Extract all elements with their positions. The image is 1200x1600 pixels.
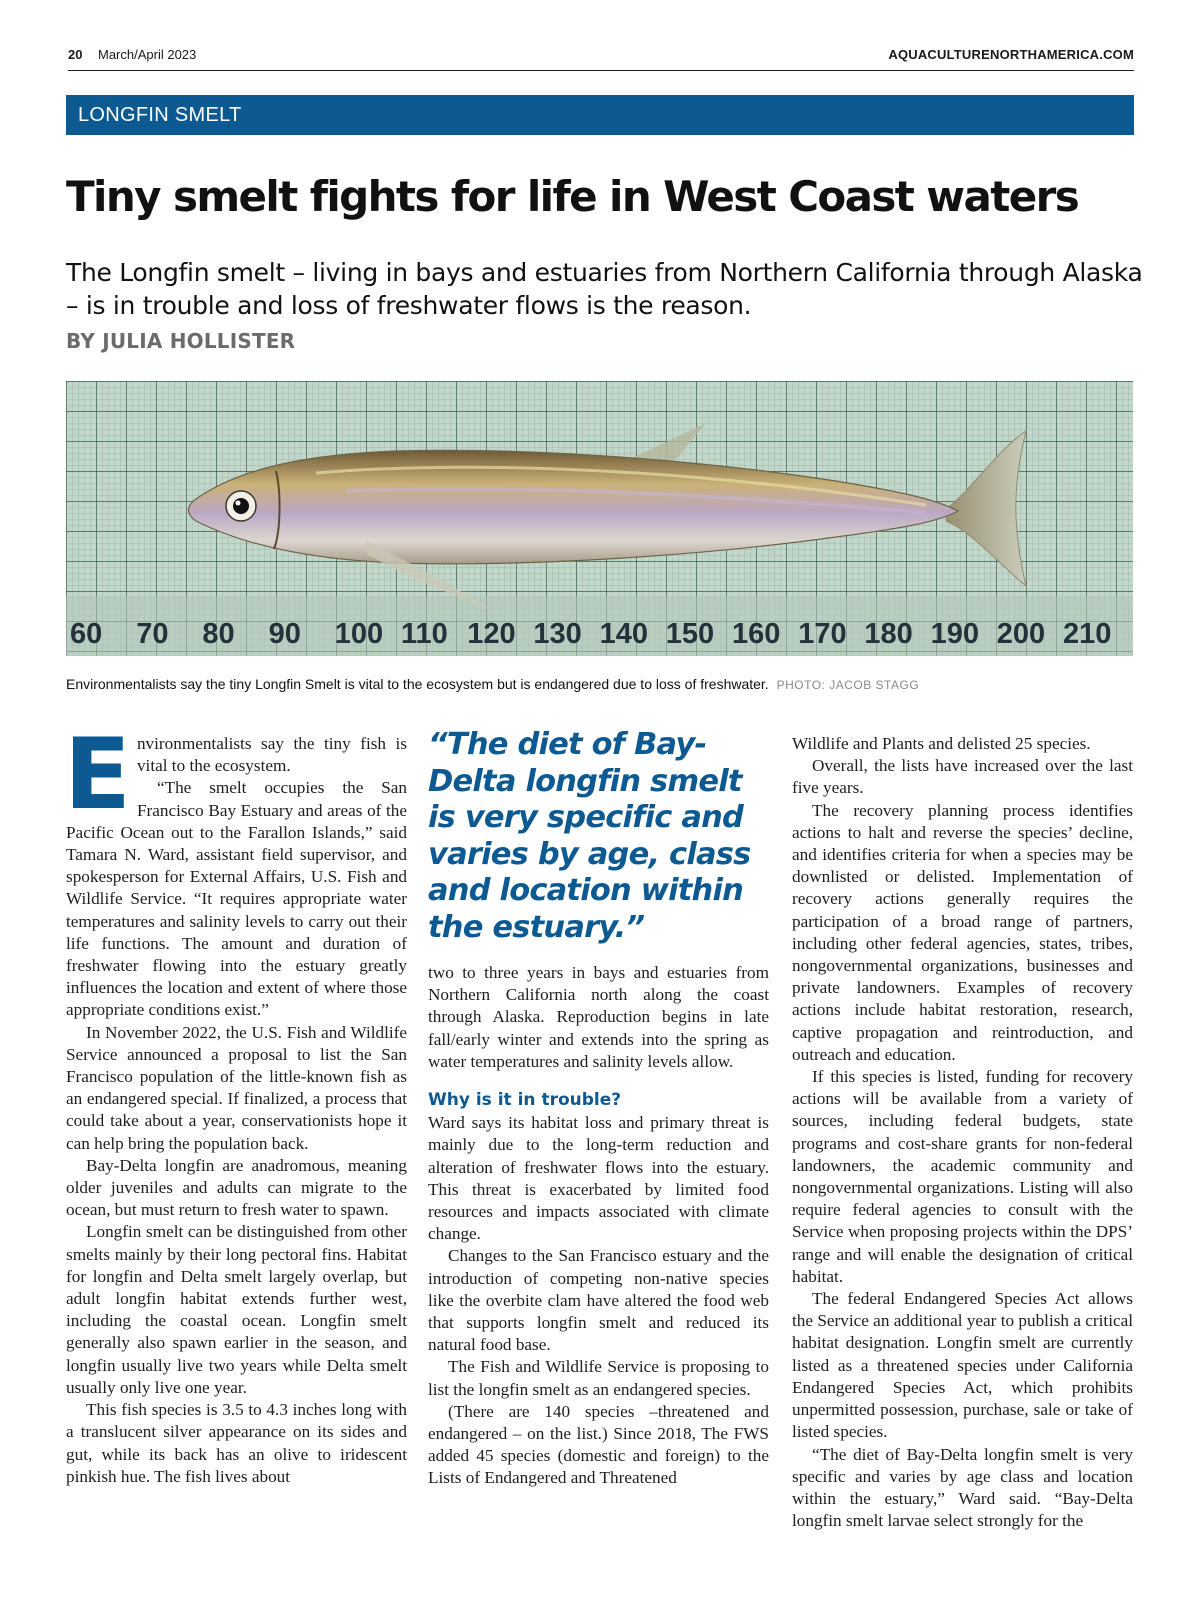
ruler-number: 150 [665, 618, 715, 650]
paragraph: Bay-Delta longfin are anadromous, meaning older juveniles and adults can migrate to the ocean, but must return to fresh water to spawn. [66, 1155, 407, 1220]
ruler-number: 190 [930, 618, 979, 650]
drop-cap: E [64, 718, 131, 832]
photo-credit: PHOTO: JACOB STAGG [776, 678, 920, 692]
paragraph: Changes to the San Francisco estuary and the introduction of competing non-native species like the overbite clam have altered the food web that supports longfin smelt and reduced its natural food base. [428, 1246, 769, 1355]
caption-text: Environmentalists say the tiny Longfin Smelt is vital to the ecosystem but is endangered due to loss of freshwater. [66, 676, 769, 692]
paragraph: nvironmentalists say the tiny fish is vital to the ecosystem. [136, 734, 407, 776]
paragraph: “The smelt occupies the San Francisco Bay Estuary and areas of the Pacific Ocean out to the Farallon Islands,” said Tamara N. Ward, assistant field supervisor, and spokesperson for External Affairs, U.S. Fish and Wildlife Service. “It requires appropriate water temperatures and salinity levels to carry out their life functions. The amount and duration of freshwater flowing into the estuary greatly influences the location and extent of where those appropriate conditions exist.” [66, 778, 407, 1020]
ruler-number: 80 [202, 618, 235, 650]
paragraph: (There are 140 species –threatened and endangered – on the list.) Since 2018, The FWS added 45 species (domestic and foreign) to the Lists of Endangered and Threatened [428, 1401, 769, 1488]
pull-quote: “The diet of Bay-Delta longfin smelt is very specific and varies by age, class and location within the estuary.” [428, 727, 751, 945]
byline: BY JULIA HOLLISTER [66, 329, 296, 353]
ruler-number: 210 [1063, 618, 1112, 650]
paragraph: “The diet of Bay-Delta longfin smelt is very specific and varies by age class and location within the estuary,” Ward said. “Bay-Delta longfin smelt larvae select strongly for the [792, 1444, 1133, 1531]
deck: The Longfin smelt – living in bays and estuaries from Northern California through Alaska – is in trouble and loss of freshwater flows is the reason. [66, 258, 1143, 320]
ruler-number: 160 [732, 618, 781, 650]
paragraph: Overall, the lists have increased over the last five years. [792, 756, 1133, 798]
ruler-number: 200 [996, 618, 1046, 650]
paragraph: If this species is listed, funding for recovery actions will be available from a variety of sources, including federal budgets, state programs and cost-share grants for non-federal landowners, the academic community and nongovernmental organizations. Listing will also require federal agencies to consult with the Service when proposing projects within the DPS’ range and will enable the designation of critical habitat. [792, 1067, 1133, 1286]
paragraph: This fish species is 3.5 to 4.3 inches long with a translucent silver appearance on its sides and gut, while its back has an olive to iridescent pinkish hue. The fish lives about [66, 1400, 407, 1486]
ruler-number: 60 [70, 618, 103, 650]
issue-date: March/April 2023 [98, 47, 197, 62]
ruler-number: 180 [864, 618, 913, 650]
ruler-number: 170 [798, 618, 847, 650]
article-column-1 [64, 718, 407, 1488]
paragraph: Longfin smelt can be distinguished from other smelts mainly by their long pectoral fins. Habitat for longfin and Delta smelt largely overlap, but adult longfin habitat extends further west, including the coastal ocean. Longfin smelt generally also spawn earlier in the season, and longfin usually live two years while Delta smelt usually only live one year. [66, 1222, 407, 1397]
fish-photo [66, 381, 1133, 656]
paragraph: two to three years in bays and estuaries from Northern California north along the coast through Alaska. Reproduction begins in late fall/early winter and extends into the spring as water temperatures and salinity levels allow. [428, 963, 769, 1071]
ruler-number: 140 [599, 618, 648, 650]
paragraph: The federal Endangered Species Act allows the Service an additional year to publish a critical habitat designation. Longfin smelt are currently listed as a threatened species under California Endangered Species Act, which prohibits unpermitted possession, purchase, sale or take of listed species. [792, 1289, 1133, 1442]
photo-caption [66, 676, 919, 692]
site-link[interactable]: AQUACULTURENORTHAMERICA.COM [888, 47, 1134, 62]
page-number: 20 [68, 47, 83, 62]
paragraph: Ward says its habitat loss and primary threat is mainly due to the long-term reduction and alteration of freshwater flows into the estuary. This threat is exacerbated by limited food resources and impacts associated with climate change. [428, 1113, 769, 1244]
paragraph: Wildlife and Plants and delisted 25 species. [792, 734, 1091, 753]
page-header [68, 44, 1134, 71]
ruler-number: 70 [136, 618, 169, 650]
ruler-number: 110 [401, 618, 448, 650]
article-column-2 [428, 727, 769, 1490]
ruler-number: 130 [533, 618, 582, 650]
paragraph: The Fish and Wildlife Service is proposing to list the longfin smelt as an endangered species. [428, 1357, 769, 1399]
headline: Tiny smelt fights for life in West Coast waters [66, 172, 1079, 221]
article-column-3 [792, 733, 1133, 1532]
ruler-number: 100 [334, 618, 384, 650]
paragraph: The recovery planning process identifies actions to halt and reverse the species’ decline, and identifies criteria for when a species may be downlisted or delisted. Implementation of recovery actions generally requires the participation of a broad range of partners, including other federal agencies, states, tribes, nongovernmental organizations, businesses and private landowners. Examples of recovery actions include habitat restoration, research, captive propagation and reintroduction, and outreach and education. [792, 800, 1133, 1064]
paragraph: In November 2022, the U.S. Fish and Wildlife Service announced a proposal to list the San Francisco population of the little-known fish as an endangered special. If finalized, a process that could take about a year, conservationists hope it can help bring the population back. [66, 1022, 407, 1153]
section-band: LONGFIN SMELT [66, 95, 1134, 135]
ruler-number: 90 [268, 618, 301, 650]
ruler-number: 120 [467, 618, 516, 650]
subheading: Why is it in trouble? [428, 1090, 622, 1111]
